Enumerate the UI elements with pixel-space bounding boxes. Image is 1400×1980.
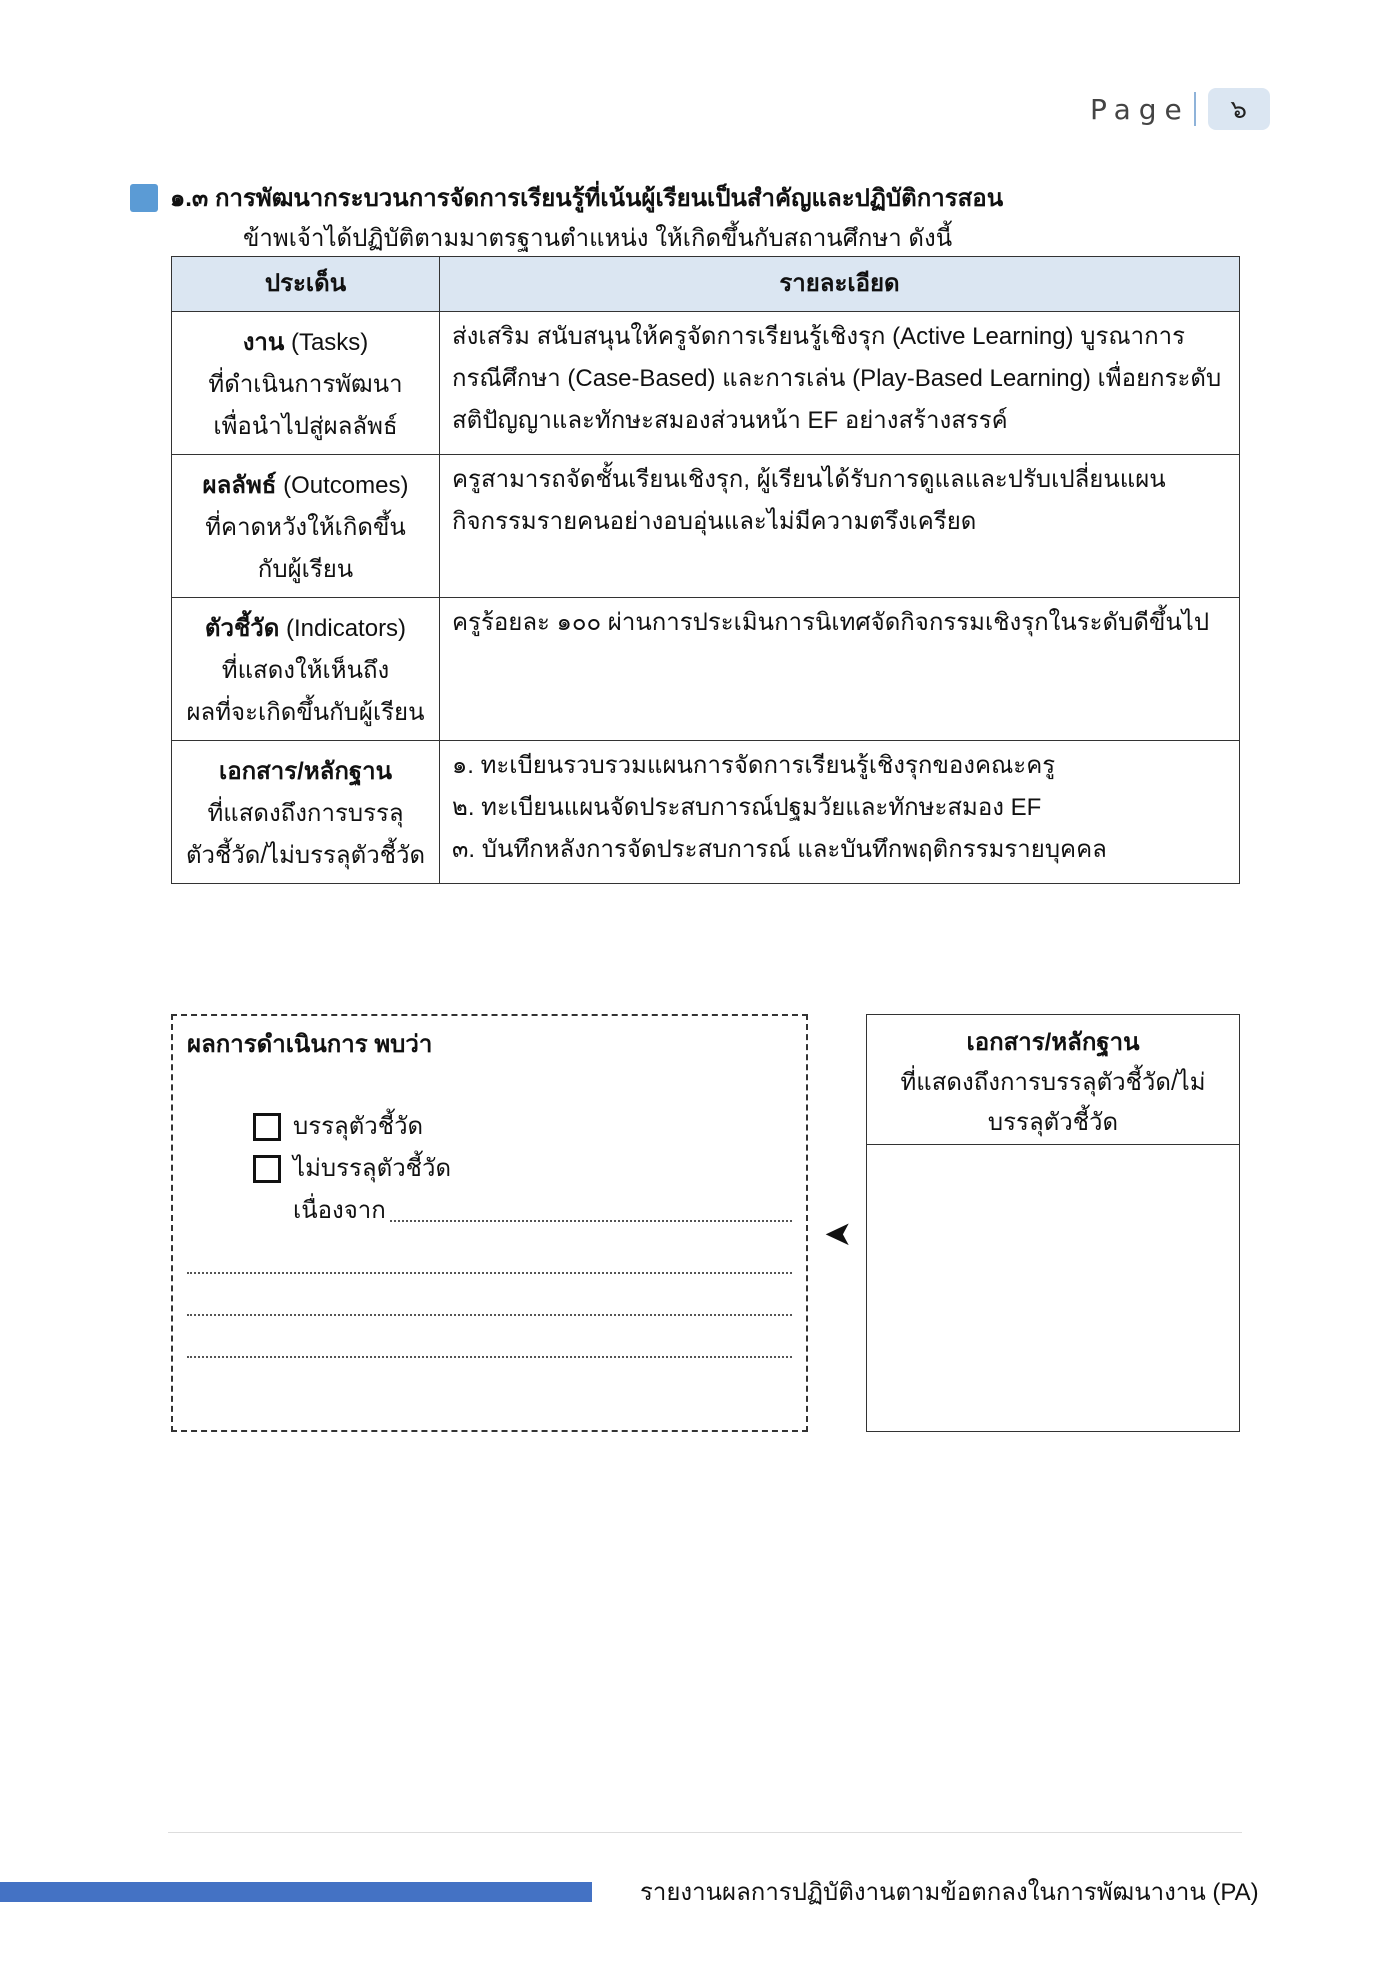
arrow-left-icon: ➤: [824, 1215, 853, 1253]
row-topic-sub: ผลที่จะเกิดขึ้นกับผู้เรียน: [186, 699, 425, 726]
row-detail-cell: ครูร้อยละ ๑๐๐ ผ่านการประเมินการนิเทศจัดกิจกรรมเชิงรุกในระดับดีขึ้นไป: [440, 598, 1240, 741]
row-topic-sub: ตัวชี้วัด/ไม่บรรลุตัวชี้วัด: [185, 842, 426, 869]
evidence-box-subtitle: ที่แสดงถึงการบรรลุตัวชี้วัด/ไม่บรรลุตัวชี้วัด: [900, 1069, 1206, 1136]
result-title: ผลการดำเนินการ พบว่า: [187, 1031, 433, 1058]
row-topic-cell: [172, 312, 440, 455]
table-header-row: [172, 257, 1240, 312]
option-achieved[interactable]: [253, 1106, 792, 1148]
row-topic-cell: [172, 741, 440, 884]
table-row-tasks: [172, 312, 1240, 455]
dotted-line[interactable]: [187, 1274, 792, 1316]
standards-table: [171, 256, 1240, 884]
row-detail-cell: ส่งเสริม สนับสนุนให้ครูจัดการเรียนรู้เชิงรุก (Active Learning) บูรณาการกรณีศึกษา (Case-Based) และการเล่น (Play-Based Learning) เพื่อยกระดับสติปัญญาและทักษะสมองส่วนหน้า EF อย่างสร้างสรรค์: [440, 312, 1240, 455]
row-topic-title: เอกสาร/หลักฐาน: [218, 758, 392, 785]
evidence-box-header: [867, 1015, 1239, 1145]
section-heading: [130, 178, 1003, 217]
row-topic-title: ผลลัพธ์ (Outcomes): [202, 472, 409, 499]
heading-bullet-icon: [130, 184, 158, 212]
row-topic-sub: ที่ดำเนินการพัฒนา: [208, 371, 403, 398]
row-topic-sub: เพื่อนำไปสู่ผลลัพธ์: [213, 413, 398, 440]
row-topic-sub: กับผู้เรียน: [257, 556, 354, 583]
evidence-box-title: เอกสาร/หลักฐาน: [966, 1029, 1140, 1056]
checkbox-achieved[interactable]: [253, 1113, 281, 1141]
option-not-achieved[interactable]: [253, 1148, 792, 1190]
row-topic-sub: ที่แสดงให้เห็นถึง: [221, 657, 390, 684]
result-box: [171, 1014, 808, 1432]
row-detail-cell: ครูสามารถจัดชั้นเรียนเชิงรุก, ผู้เรียนได้รับการดูแลและปรับเปลี่ยนแผนกิจกรรมรายคนอย่างอบอุ่นและไม่มีความตรึงเครียด: [440, 455, 1240, 598]
row-topic-cell: [172, 455, 440, 598]
page-label: Page: [1090, 92, 1190, 126]
footer-accent-bar: [0, 1882, 592, 1902]
dotted-line[interactable]: [187, 1316, 792, 1358]
row-topic-title: ตัวชี้วัด (Indicators): [204, 615, 407, 642]
row-detail-cell: [440, 741, 1240, 884]
evidence-item: ๓. บันทึกหลังการจัดประสบการณ์ และบันทึกพฤติกรรมรายบุคคล: [452, 836, 1107, 863]
footer-divider: [168, 1832, 1242, 1833]
section-heading-text: ๑.๓ การพัฒนากระบวนการจัดการเรียนรู้ที่เน้นผู้เรียนเป็นสำคัญและปฏิบัติการสอน: [170, 185, 1004, 212]
dotted-line[interactable]: [187, 1232, 792, 1274]
table-row-indicators: [172, 598, 1240, 741]
footer-text: รายงานผลการปฏิบัติงานตามข้อตกลงในการพัฒนางาน (PA): [640, 1879, 1259, 1906]
table-row-outcomes: [172, 455, 1240, 598]
section-intro: ข้าพเจ้าได้ปฏิบัติตามมาตรฐานตำแหน่ง ให้เกิดขึ้นกับสถานศึกษา ดังนี้: [243, 225, 953, 252]
table-header-detail: รายละเอียด: [440, 257, 1240, 312]
reason-dotted-line[interactable]: [390, 1190, 792, 1222]
checkbox-not-achieved[interactable]: [253, 1155, 281, 1183]
table-row-evidence: [172, 741, 1240, 884]
table-header-topic: ประเด็น: [172, 257, 440, 312]
row-topic-sub: ที่คาดหวังให้เกิดขึ้น: [205, 514, 406, 541]
evidence-item: ๒. ทะเบียนแผนจัดประสบการณ์ปฐมวัยและทักษะสมอง EF: [452, 794, 1042, 821]
reason-label: เนื่องจาก: [293, 1197, 386, 1224]
reason-row[interactable]: [293, 1190, 792, 1232]
page-separator: [1194, 92, 1196, 126]
row-topic-sub: ที่แสดงถึงการบรรลุ: [207, 800, 404, 827]
evidence-box: [866, 1014, 1240, 1432]
page-header: [1090, 88, 1270, 130]
row-topic-title: งาน (Tasks): [242, 329, 369, 356]
row-topic-cell: [172, 598, 440, 741]
option-achieved-label: บรรลุตัวชี้วัด: [293, 1113, 424, 1140]
option-not-achieved-label: ไม่บรรลุตัวชี้วัด: [293, 1155, 452, 1182]
evidence-item: ๑. ทะเบียนรวบรวมแผนการจัดการเรียนรู้เชิงรุกของคณะครู: [452, 752, 1056, 779]
page-number: ๖: [1208, 88, 1270, 130]
